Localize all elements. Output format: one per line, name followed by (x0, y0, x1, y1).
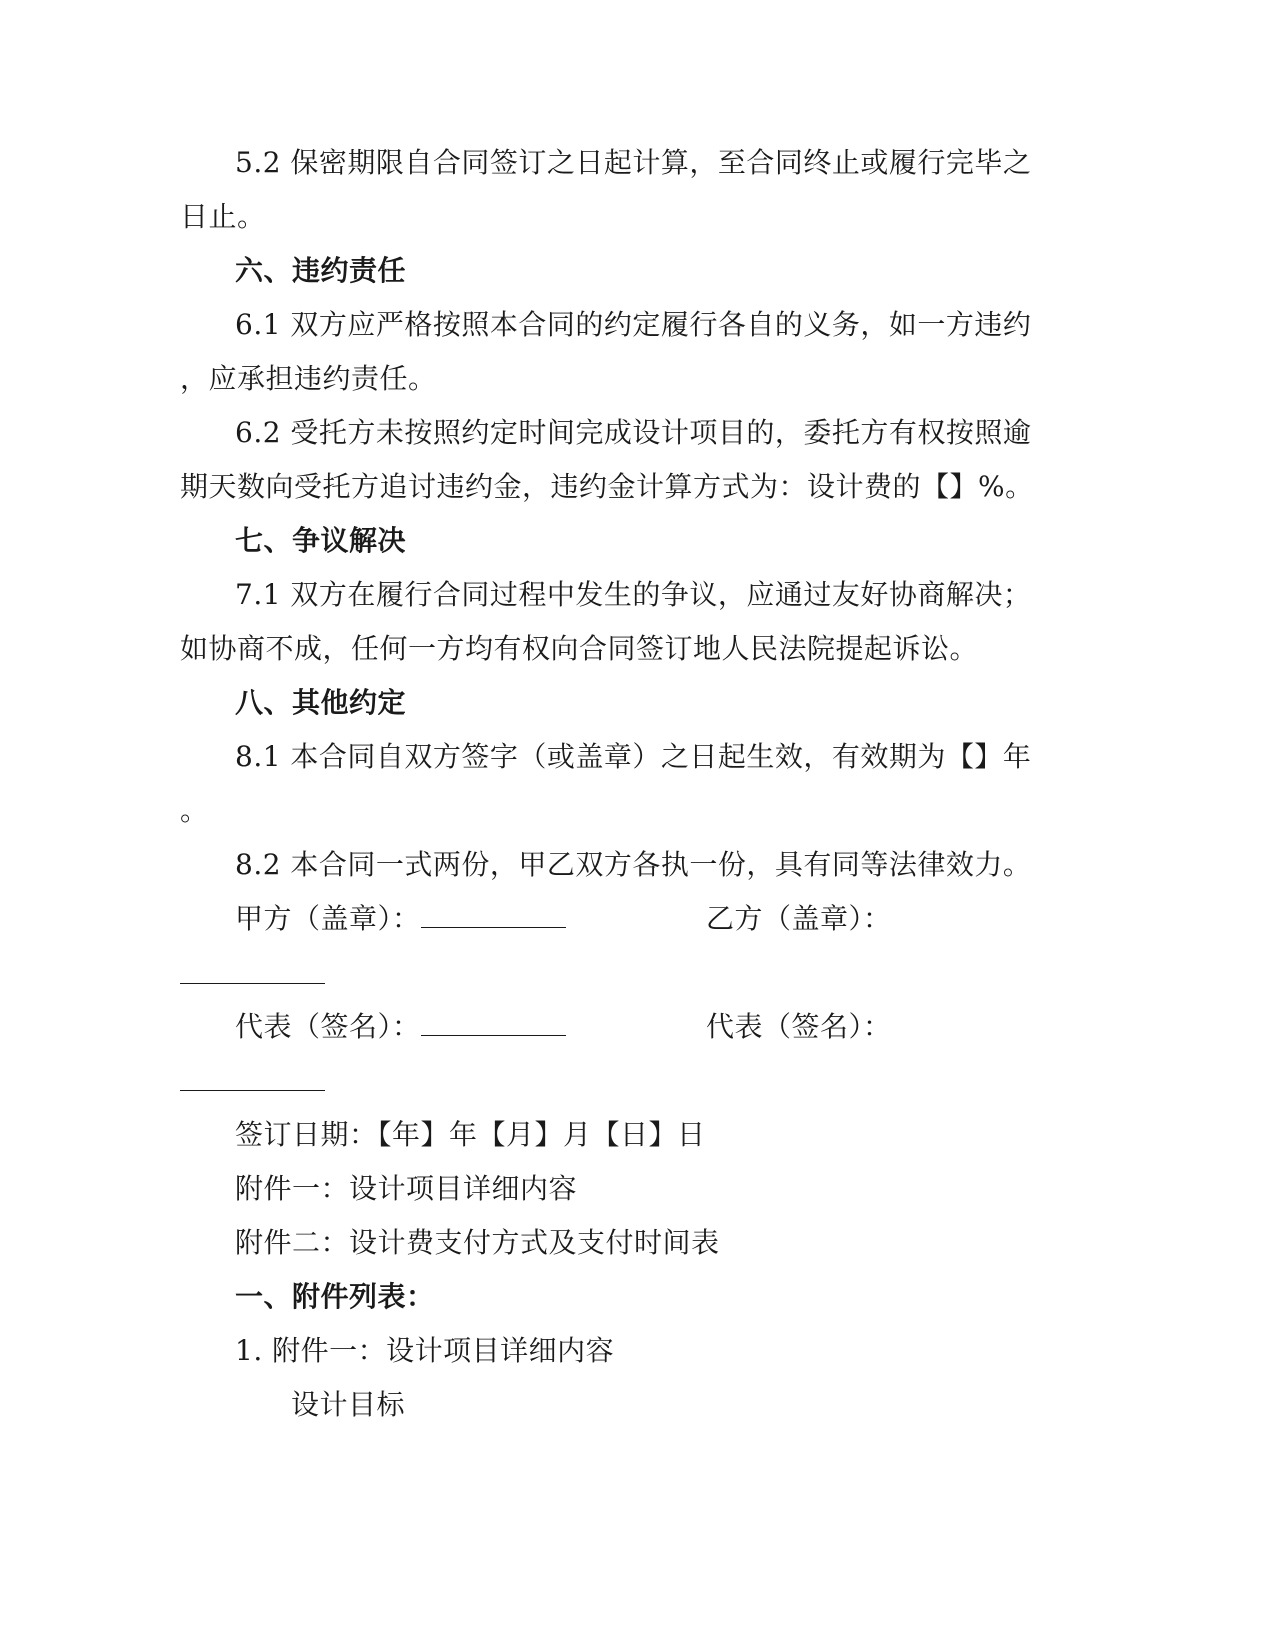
attachment-list-item-1: 1. 附件一：设计项目详细内容 (235, 1334, 615, 1367)
clause-7-1-line1: 7.1 双方在履行合同过程中发生的争议，应通过友好协商解决； (235, 578, 1032, 611)
section-6-title: 六、违约责任 (235, 254, 407, 287)
sign-date: 签订日期：【年】年【月】月【日】日 (235, 1118, 706, 1151)
section-8-title: 八、其他约定 (235, 686, 407, 719)
party-a-rep-label: 代表（签名）： (235, 1010, 421, 1043)
party-a-seal-label: 甲方（盖章）： (235, 902, 421, 935)
party-b-rep-blank[interactable] (180, 1090, 325, 1091)
clause-5-2-line2: 日止。 (180, 200, 266, 233)
design-goal-subitem: 设计目标 (291, 1388, 406, 1421)
clause-7-1-line2: 如协商不成，任何一方均有权向合同签订地人民法院提起诉讼。 (180, 632, 979, 665)
party-a-rep-row (235, 1010, 566, 1044)
clause-5-2-line1: 5.2 保密期限自合同签订之日起计算，至合同终止或履行完毕之 (235, 146, 1032, 179)
attachment-list-title: 一、附件列表： (235, 1280, 435, 1313)
attachment-2: 附件二：设计费支付方式及支付时间表 (235, 1226, 720, 1259)
clause-6-1-line1: 6.1 双方应严格按照本合同的约定履行各自的义务，如一方违约 (235, 308, 1032, 341)
party-b-seal-blank[interactable] (180, 983, 325, 984)
clause-6-2-line1: 6.2 受托方未按照约定时间完成设计项目的，委托方有权按照逾 (235, 416, 1032, 449)
attachment-1: 附件一：设计项目详细内容 (235, 1172, 578, 1205)
clause-6-1-line2: ，应承担违约责任。 (180, 362, 437, 395)
party-a-seal-blank[interactable] (421, 903, 566, 928)
clause-6-2-line2: 期天数向受托方追讨违约金，违约金计算方式为：设计费的【】%。 (180, 470, 1034, 503)
party-b-seal-label: 乙方（盖章）： (706, 902, 892, 935)
party-b-rep-label: 代表（签名）： (706, 1010, 892, 1043)
clause-8-1-line2: 。 (180, 794, 209, 827)
party-a-rep-blank[interactable] (421, 1011, 566, 1036)
clause-8-2: 8.2 本合同一式两份，甲乙双方各执一份，具有同等法律效力。 (235, 848, 1032, 881)
section-7-title: 七、争议解决 (235, 524, 407, 557)
clause-8-1-line1: 8.1 本合同自双方签字（或盖章）之日起生效，有效期为【】年 (235, 740, 1032, 773)
party-a-seal-row (235, 902, 566, 936)
